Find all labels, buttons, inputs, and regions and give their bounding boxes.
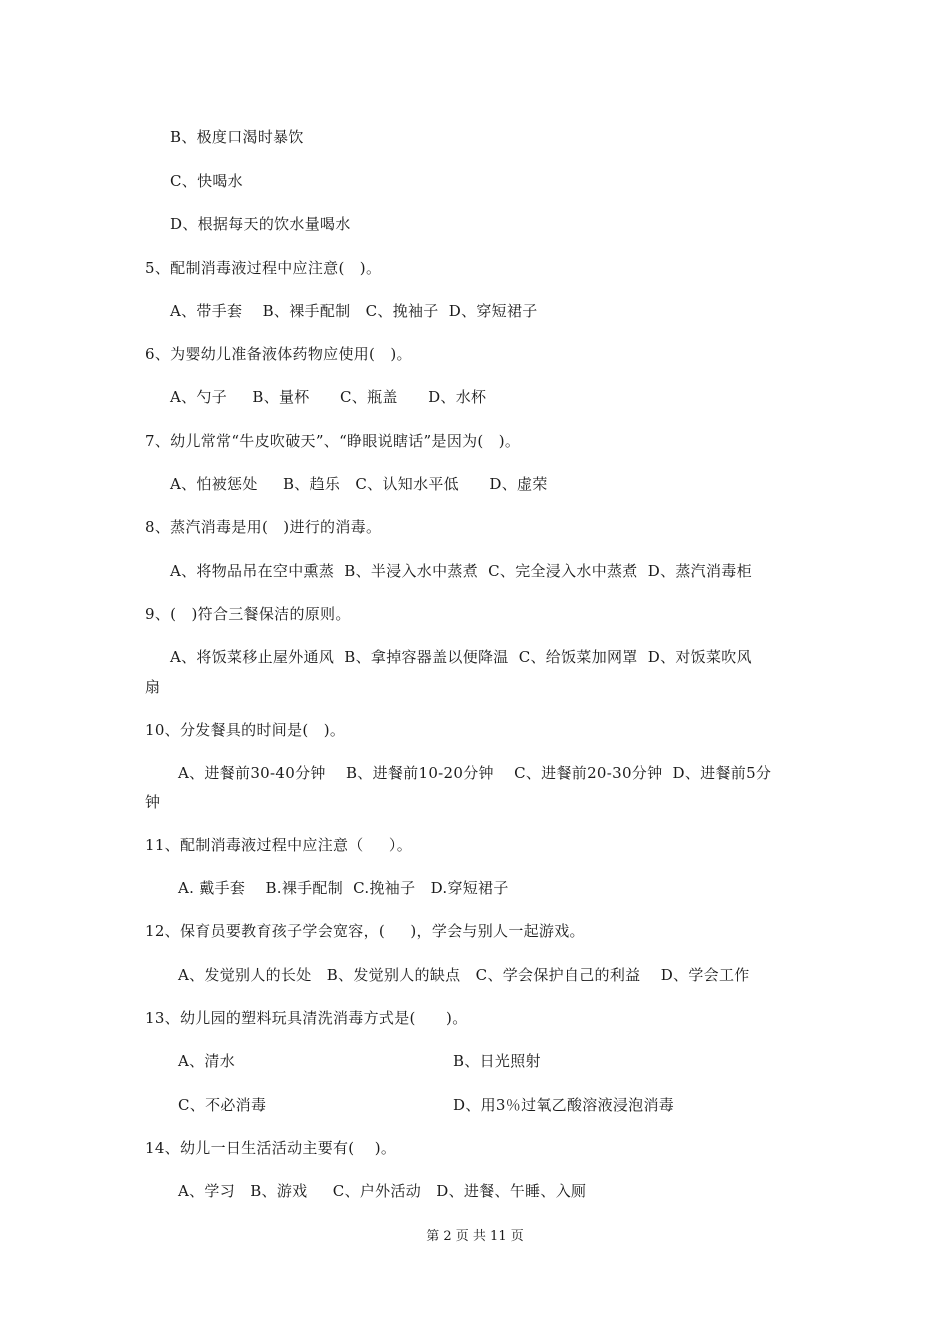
question-8: 8、蒸汽消毒是用( )进行的消毒。 [145, 518, 382, 536]
page-footer: 第 2 页 共 11 页 [426, 1229, 524, 1244]
q13-option-b: B、日光照射 [453, 1052, 541, 1070]
question-12: 12、保育员要教育孩子学会宽容，( )，学会与别人一起游戏。 [145, 922, 585, 940]
question-13: 13、幼儿园的塑料玩具清洗消毒方式是( )。 [145, 1009, 468, 1027]
q6-options: A、勺子 B、量杯 C、瓶盖 D、水杯 [170, 388, 487, 406]
question-11: 11、配制消毒液过程中应注意（ ）。 [145, 836, 413, 854]
q4-option-c: C、快喝水 [170, 172, 243, 190]
q12-options: A、发觉别人的长处 B、发觉别人的缺点 C、学会保护自己的利益 D、学会工作 [178, 966, 750, 984]
q13-option-d: D、用3％过氧乙酸溶液浸泡消毒 [453, 1096, 675, 1114]
q10-options-wrap: 钟 [145, 793, 161, 811]
question-7: 7、幼儿常常“牛皮吹破天”、“睁眼说瞎话”是因为( )。 [145, 432, 521, 450]
q9-options-wrap: 扇 [145, 678, 161, 696]
q13-option-c: C、不必消毒 [178, 1096, 267, 1114]
question-10: 10、分发餐具的时间是( )。 [145, 721, 346, 739]
question-6: 6、为婴幼儿准备液体药物应使用( )。 [145, 345, 412, 363]
q11-options: A. 戴手套 B.裸手配制 C.挽袖子 D.穿短裙子 [178, 879, 509, 897]
q9-options: A、将饭菜移止屋外通风 B、拿掉容器盖以便降温 C、给饭菜加网罩 D、对饭菜吹风 [170, 648, 752, 666]
question-5: 5、配制消毒液过程中应注意( )。 [145, 259, 382, 277]
q4-option-d: D、根据每天的饮水量喝水 [170, 215, 351, 233]
q14-options: A、学习 B、游戏 C、户外活动 D、进餐、午睡、入厕 [178, 1182, 587, 1200]
q8-options: A、将物品吊在空中熏蒸 B、半浸入水中蒸煮 C、完全浸入水中蒸煮 D、蒸汽消毒柜 [170, 562, 752, 580]
question-14: 14、幼儿一日生活活动主要有( )。 [145, 1139, 397, 1157]
q4-option-b: B、极度口渴时暴饮 [170, 128, 304, 146]
q7-options: A、怕被惩处 B、趋乐 C、认知水平低 D、虚荣 [170, 475, 548, 493]
q13-option-a: A、清水 [178, 1052, 236, 1070]
question-9: 9、( )符合三餐保洁的原则。 [145, 605, 351, 623]
q10-options: A、进餐前30-40分钟 B、进餐前10-20分钟 C、进餐前20-30分钟 D、进餐前5分 [178, 764, 772, 782]
q5-options: A、带手套 B、裸手配制 C、挽袖子 D、穿短裙子 [170, 302, 538, 320]
